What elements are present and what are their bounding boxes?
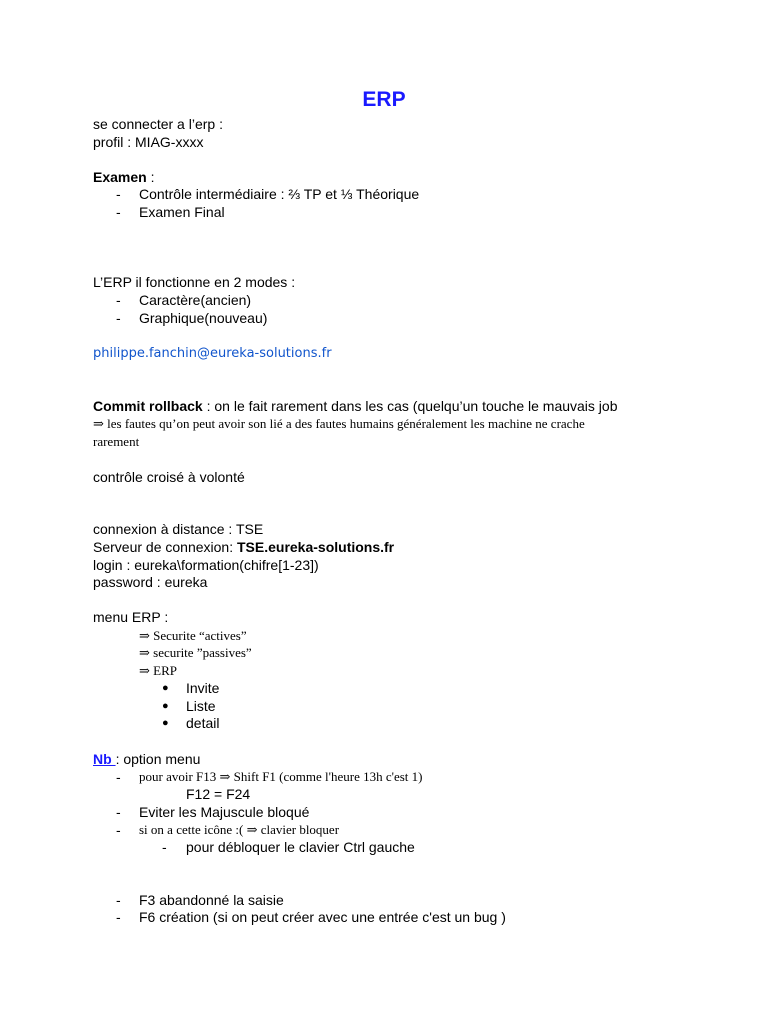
dash-marker: - [116,892,121,908]
exam-item: Contrôle intermédiaire : ⅔ TP et ⅓ Théorique [139,186,420,202]
dash-marker: - [116,769,121,785]
mode-item: Graphique(nouveau) [139,310,268,326]
bullet-marker: ● [162,700,169,712]
exam-label: Examen [93,169,147,185]
menu-heading: menu ERP : [93,609,169,625]
menu-arrow-item: ⇒ ERP [139,663,177,678]
dash-marker: - [116,822,121,838]
menu-bullet-item: Liste [186,698,216,714]
document-title: ERP [362,88,406,111]
nb-item-f6: F6 création (si on peut créer avec une entrée c'est un bug ) [139,909,506,925]
bullet-marker: ● [162,717,169,729]
server-value: TSE.eureka-solutions.fr [236,539,395,555]
commit-line-3: rarement [93,434,140,449]
remote-connection-line: connexion à distance : TSE [93,521,264,537]
exam-suffix: : [146,169,155,185]
dash-marker: - [162,839,167,855]
email-link[interactable]: philippe.fanchin@eureka-solutions.fr [93,346,332,361]
cross-check-line: contrôle croisé à volonté [93,469,245,485]
commit-line [93,398,618,415]
nb-text: : option menu [115,751,201,767]
commit-text: : on le fait rarement dans les cas (quelqu’un touche le mauvais job [202,398,618,414]
nb-item-unlock: pour débloquer le clavier Ctrl gauche [186,839,415,855]
dash-marker: - [116,804,121,820]
server-line [93,539,394,556]
dash-marker: - [116,186,121,202]
bullet-marker: ● [162,682,169,694]
nb-label: Nb [93,751,116,767]
dash-marker: - [116,292,121,308]
login-line: login : eureka\formation(chifre[1-23]) [93,557,319,573]
commit-label: Commit rollback [93,398,203,414]
nb-line [93,751,200,768]
nb-item-icon: si on a cette icône :( ⇒ clavier bloquer [139,822,340,837]
nb-item-f12: F12 = F24 [186,786,251,802]
menu-arrow-item: ⇒ securite ”passives” [139,645,252,660]
server-label: Serveur de connexion: [93,539,237,555]
dash-marker: - [116,204,121,220]
password-line: password : eureka [93,574,208,590]
mode-item: Caractère(ancien) [139,292,252,308]
nb-item-f13: pour avoir F13 ⇒ Shift F1 (comme l'heure 13h c'est 1) [139,769,423,784]
nb-item-caps: Eviter les Majuscule bloqué [139,804,310,820]
menu-bullet-item: detail [186,715,220,731]
commit-line-2: ⇒ les fautes qu’on peut avoir son lié a des fautes humains généralement les machine ne crache [93,416,585,431]
connect-line: se connecter a l’erp : [93,116,223,132]
modes-intro: L’ERP il fonctionne en 2 modes : [93,274,296,290]
exam-item: Examen Final [139,204,225,220]
exam-heading [93,169,154,186]
profile-line: profil : MIAG-xxxx [93,134,204,150]
menu-bullet-item: Invite [186,680,220,696]
dash-marker: - [116,310,121,326]
menu-arrow-item: ⇒ Securite “actives” [139,628,247,643]
dash-marker: - [116,909,121,925]
nb-item-f3: F3 abandonné la saisie [139,892,284,908]
